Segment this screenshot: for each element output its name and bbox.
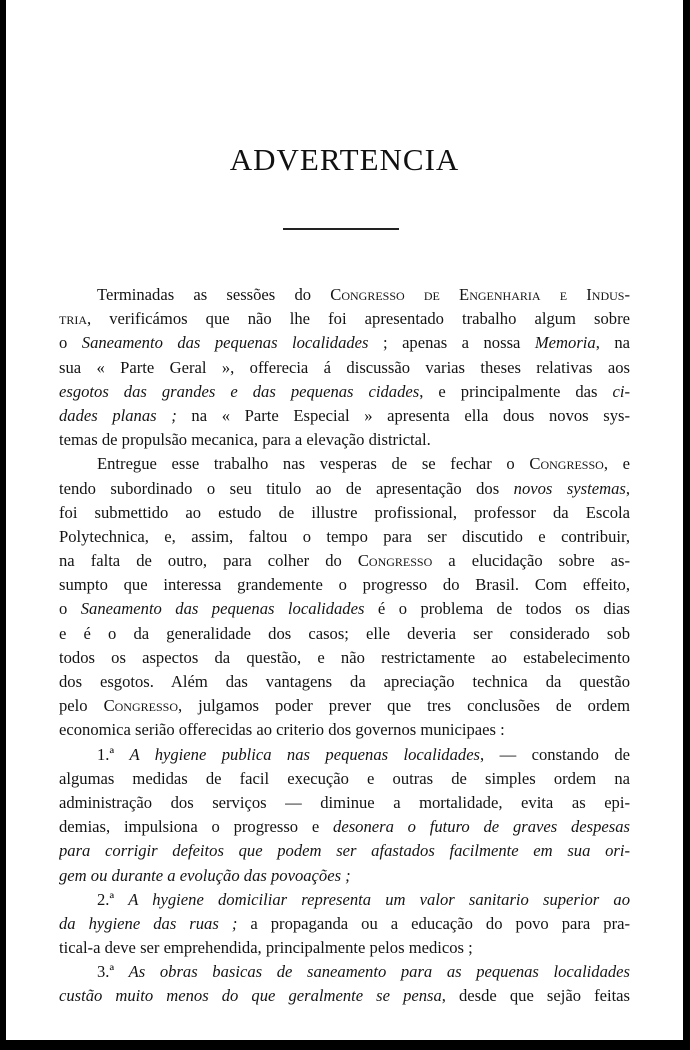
italic-text: custão muito menos do que geralmente se pensa bbox=[59, 986, 442, 1006]
text-line bbox=[59, 549, 630, 573]
italic-text: da hygiene das ruas ; bbox=[59, 913, 238, 933]
text-line bbox=[59, 815, 630, 839]
text-segment: , julgamos poder prever que tres conclusões de ordem bbox=[178, 696, 630, 716]
text-segment: 1.ª bbox=[97, 744, 130, 764]
small-caps-text: Congresso bbox=[529, 454, 604, 474]
italic-text: desonera o futuro de graves despesas bbox=[333, 817, 630, 837]
text-segment: pelo bbox=[59, 696, 104, 716]
small-caps-text: Congresso bbox=[103, 696, 178, 716]
text-line bbox=[59, 622, 630, 646]
text-segment: todos os aspectos da questão, e não restrictamente ao estabelecimento bbox=[59, 647, 630, 667]
italic-text: As obras basicas de saneamento para as pequenas localidades bbox=[128, 962, 630, 982]
italic-text: Memoria bbox=[534, 333, 596, 353]
italic-text: ci- bbox=[612, 381, 630, 401]
italic-text: novos systemas bbox=[513, 478, 626, 498]
text-line bbox=[59, 694, 630, 718]
body-text bbox=[59, 283, 630, 1009]
text-segment: , verificámos que não lhe foi apresentado trabalho algum sobre bbox=[87, 309, 630, 329]
text-line bbox=[59, 597, 630, 621]
italic-text: A hygiene domiciliar representa um valor sanitario superior ao bbox=[128, 889, 630, 909]
italic-text: esgotos das grandes e das pequenas cidades bbox=[59, 381, 420, 401]
text-line bbox=[59, 283, 630, 307]
italic-text: para corrigir defeitos que podem ser afastados facilmente em sua ori- bbox=[59, 841, 630, 861]
small-caps-text: tria bbox=[59, 309, 87, 329]
text-segment: dos esgotos. Além das vantagens da apreciação technica da questão bbox=[59, 672, 630, 691]
text-line bbox=[59, 936, 630, 960]
text-segment: a propaganda ou a educação do povo para pra- bbox=[237, 913, 630, 933]
text-segment: tical-a deve ser emprehendida, principalmente pelos medicos ; bbox=[59, 938, 473, 958]
text-line bbox=[59, 525, 630, 549]
text-line bbox=[59, 380, 630, 404]
italic-text: dades planas ; bbox=[59, 405, 177, 425]
italic-text: gem ou durante a evolução das povoações ; bbox=[59, 865, 351, 885]
text-line bbox=[59, 428, 630, 452]
text-segment: , desde que sejão feitas bbox=[441, 986, 630, 1006]
text-line bbox=[59, 331, 630, 355]
text-line bbox=[59, 839, 630, 863]
text-segment: o bbox=[59, 333, 82, 353]
text-segment: 2.ª bbox=[97, 889, 129, 909]
italic-text: Saneamento das pequenas localidades bbox=[80, 599, 365, 619]
text-segment: a elucidação sobre as- bbox=[432, 551, 630, 571]
text-segment: sumpto que interessa grandemente o progresso do Brasil. Com effeito, bbox=[59, 575, 630, 595]
text-line bbox=[59, 864, 630, 888]
text-line bbox=[59, 452, 630, 476]
italic-text: Saneamento das pequenas localidades bbox=[81, 333, 369, 353]
text-segment: tendo subordinado o seu titulo ao de apresentação dos bbox=[59, 478, 514, 498]
text-segment: administração dos serviços — diminue a mortalidade, evita as epi- bbox=[59, 792, 630, 812]
italic-text: A hygiene publica nas pequenas localidades bbox=[129, 744, 481, 764]
document-page bbox=[6, 0, 683, 1040]
text-segment: , e principalmente das bbox=[419, 381, 613, 401]
text-line bbox=[59, 646, 630, 670]
text-line bbox=[59, 888, 630, 912]
text-line bbox=[59, 984, 630, 1008]
text-segment: demias, impulsiona o progresso e bbox=[59, 817, 334, 837]
text-line bbox=[59, 791, 630, 815]
text-segment: , e bbox=[603, 454, 630, 474]
text-line bbox=[59, 718, 630, 742]
text-line bbox=[59, 477, 630, 501]
text-line bbox=[59, 670, 630, 694]
text-line bbox=[59, 404, 630, 428]
text-segment: na « Parte Especial » apresenta ella dous novos sys- bbox=[176, 405, 630, 425]
small-caps-text: Congresso bbox=[357, 551, 433, 571]
text-segment: o bbox=[59, 599, 81, 619]
text-segment: foi submettido ao estudo de illustre profissional, professor da Escola bbox=[59, 502, 630, 522]
page-title: ADVERTENCIA bbox=[229, 142, 460, 177]
text-segment: , — constando de bbox=[480, 744, 630, 764]
title-divider bbox=[283, 228, 399, 230]
small-caps-text: Congresso de Engenharia e Indus- bbox=[330, 285, 630, 304]
text-line bbox=[59, 767, 630, 791]
text-line bbox=[59, 307, 630, 331]
text-segment: algumas medidas de facil execução e outras de simples ordem na bbox=[59, 768, 630, 788]
text-segment: , na bbox=[595, 333, 630, 353]
text-segment: Entregue esse trabalho nas vesperas de se fechar o bbox=[97, 454, 530, 474]
text-segment: Terminadas as sessões do bbox=[97, 285, 331, 304]
text-segment: sua « Parte Geral », offerecia á discussão varias theses relativas aos bbox=[59, 357, 630, 377]
text-segment: , bbox=[625, 478, 630, 498]
text-line bbox=[59, 912, 630, 936]
text-segment: é o problema de todos os dias bbox=[364, 599, 630, 619]
text-segment: 3.ª bbox=[97, 962, 129, 982]
text-line bbox=[59, 743, 630, 767]
text-segment: Polytechnica, e, assim, faltou o tempo para ser discutido e contribuir, bbox=[59, 526, 630, 546]
text-segment: economica serião offerecidas ao criterio dos governos municipaes : bbox=[59, 720, 505, 740]
text-line bbox=[59, 960, 630, 984]
text-line bbox=[59, 573, 630, 597]
text-segment: e é o da generalidade dos casos; elle deveria ser considerado sob bbox=[59, 623, 630, 643]
text-segment: temas de propulsão mecanica, para a elevação districtal. bbox=[59, 430, 431, 450]
text-segment: ; apenas a nossa bbox=[368, 333, 535, 353]
text-line bbox=[59, 501, 630, 525]
text-line bbox=[59, 356, 630, 380]
text-segment: na falta de outro, para colher do bbox=[59, 551, 358, 571]
